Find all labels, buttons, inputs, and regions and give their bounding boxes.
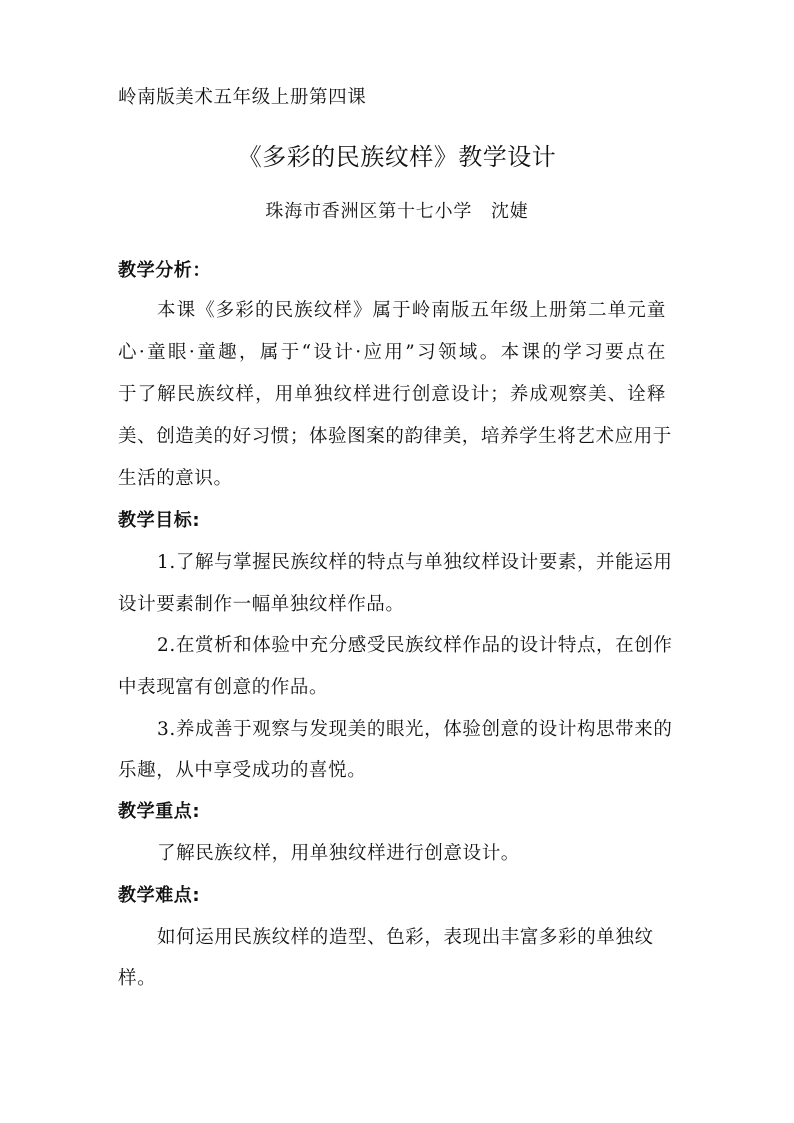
analysis-paragraph-line: 心·童眼·童趣，属于“设计·应用”习领域。本课的学习要点在 [118, 342, 666, 363]
difficulties-line: 样。 [118, 968, 157, 989]
objective-1-line: 1.了解与掌握民族纹样的特点与单独纹样设计要素，并能运用 [157, 552, 673, 573]
course-line: 岭南版美术五年级上册第四课 [118, 87, 367, 108]
section-heading-objectives: 教学目标: [118, 510, 201, 531]
section-heading-difficulties: 教学难点: [118, 885, 201, 906]
objective-3-line: 乐趣，从中享受成功的喜悦。 [118, 760, 367, 781]
objective-2-line: 2.在赏析和体验中充分感受民族纹样作品的设计特点，在创作 [157, 635, 673, 656]
section-heading-analysis: 教学分析： [118, 260, 211, 281]
analysis-paragraph-line: 生活的意识。 [118, 468, 233, 489]
document-title: 《多彩的民族纹样》教学设计 [237, 143, 557, 171]
difficulties-line: 如何运用民族纹样的造型、色彩，表现出丰富多彩的单独纹 [157, 927, 654, 948]
analysis-paragraph-line: 本课《多彩的民族纹样》属于岭南版五年级上册第二单元童 [157, 300, 666, 321]
objective-3-line: 3.养成善于观察与发现美的眼光，体验创意的设计构思带来的 [157, 719, 673, 740]
analysis-paragraph-line: 于了解民族纹样，用单独纹样进行创意设计；养成观察美、诠释 [118, 384, 666, 405]
objective-2-line: 中表现富有创意的作品。 [118, 677, 329, 698]
analysis-paragraph-line: 美、创造美的好习惯；体验图案的韵律美，培养学生将艺术应用于 [118, 426, 672, 447]
author-line: 珠海市香洲区第十七小学 沈婕 [265, 201, 529, 222]
section-heading-key-points: 教学重点: [118, 801, 201, 822]
key-points-line: 了解民族纹样，用单独纹样进行创意设计。 [157, 843, 520, 864]
objective-1-line: 设计要素制作一幅单独纹样作品。 [118, 594, 405, 615]
